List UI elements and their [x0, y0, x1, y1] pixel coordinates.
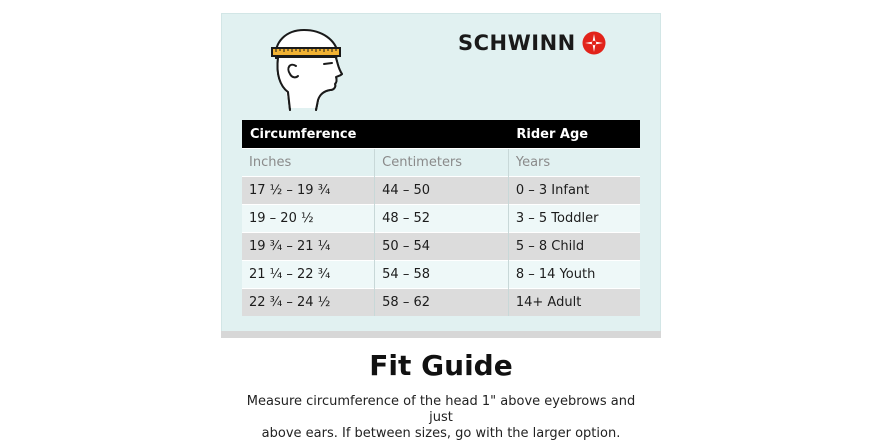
table-row: [242, 289, 640, 317]
units-row: [242, 149, 640, 177]
schwinn-logo: [458, 30, 606, 56]
centimeters-cell: 58 – 62: [375, 289, 509, 317]
size-table: [242, 120, 640, 316]
centimeters-cell: 50 – 54: [375, 233, 509, 261]
centimeters-cell: 48 – 52: [375, 205, 509, 233]
age-cell: 14+ Adult: [508, 289, 640, 317]
centimeters-unit-label: Centimeters: [375, 149, 509, 177]
age-cell: 5 – 8 Child: [508, 233, 640, 261]
head-measuring-tape-icon: [266, 24, 346, 112]
inches-cell: 19 – 20 ½: [242, 205, 375, 233]
centimeters-cell: 54 – 58: [375, 261, 509, 289]
table-row: [242, 233, 640, 261]
inches-cell: 17 ½ – 19 ¾: [242, 177, 375, 205]
inches-unit-label: Inches: [242, 149, 375, 177]
table-row: [242, 261, 640, 289]
circumference-header: Circumference: [242, 120, 508, 149]
table-row: [242, 205, 640, 233]
table-header-row: [242, 120, 640, 149]
inches-cell: 19 ¾ – 21 ¼: [242, 233, 375, 261]
rider-age-header: Rider Age: [508, 120, 640, 149]
schwinn-quadstar-logo-icon: [582, 31, 606, 55]
years-unit-label: Years: [508, 149, 640, 177]
brand-wordmark: SCHWINN: [458, 31, 576, 55]
fit-guide-title: Fit Guide: [369, 349, 513, 382]
instructions-line-1: Measure circumference of the head 1" above eyebrows and just: [246, 394, 636, 425]
age-cell: 3 – 5 Toddler: [508, 205, 640, 233]
table-row: [242, 177, 640, 205]
age-cell: 0 – 3 Infant: [508, 177, 640, 205]
inches-cell: 22 ¾ – 24 ½: [242, 289, 375, 317]
card-shadow: [221, 331, 661, 338]
instructions-line-2: above ears. If between sizes, go with the larger option.: [261, 426, 621, 441]
age-cell: 8 – 14 Youth: [508, 261, 640, 289]
centimeters-cell: 44 – 50: [375, 177, 509, 205]
inches-cell: 21 ¼ – 22 ¾: [242, 261, 375, 289]
fit-guide-instructions: [241, 394, 641, 441]
